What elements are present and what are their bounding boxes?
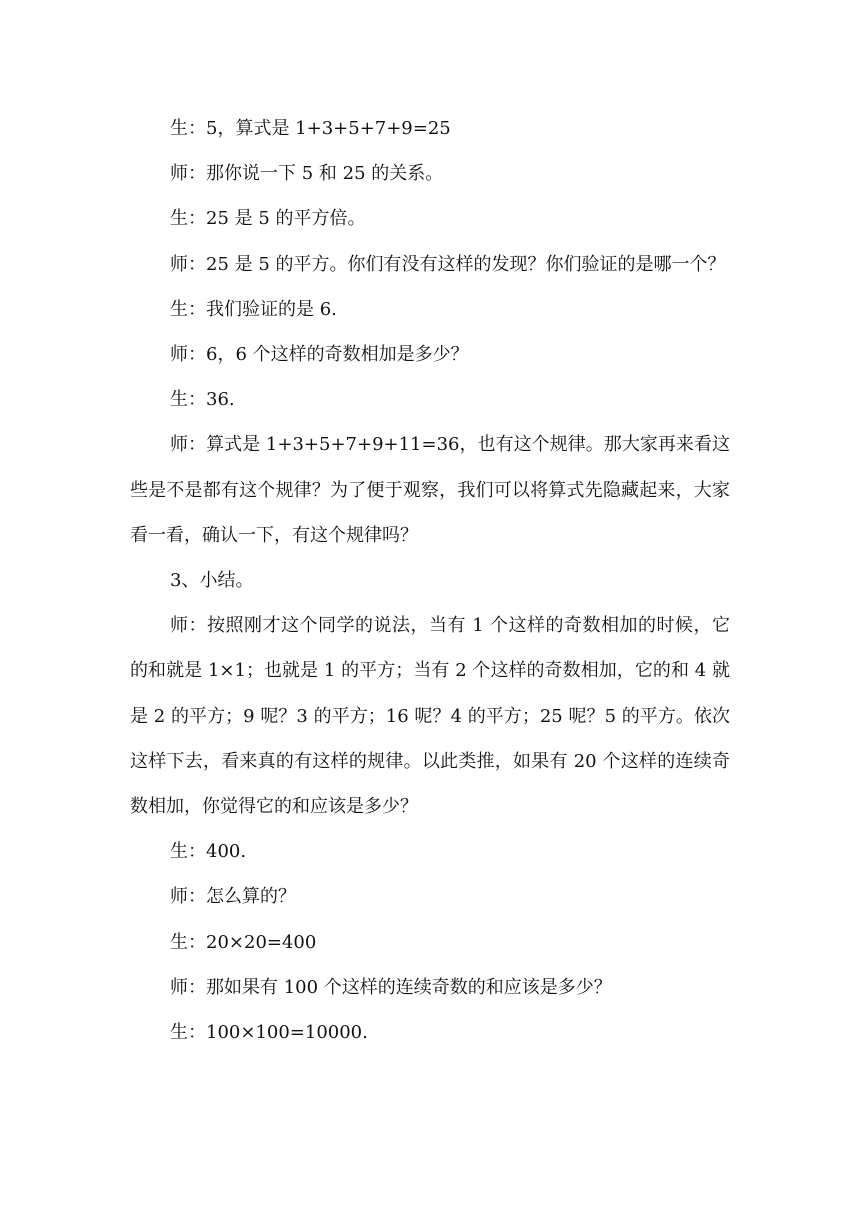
paragraph-student-answer-5: 生：5，算式是 1+3+5+7+9=25 bbox=[170, 118, 451, 139]
paragraph-teacher-100-question: 师：那如果有 100 个这样的连续奇数的和应该是多少？ bbox=[170, 976, 612, 998]
paragraph-student-36: 生：36. bbox=[170, 389, 235, 411]
section-heading-summary: 3、小结。 bbox=[170, 570, 254, 592]
paragraph-teacher-relation-question: 师：那你说一下 5 和 25 的关系。 bbox=[170, 163, 444, 185]
paragraph-teacher-square-discovery: 师：25 是 5 的平方。你们有没有这样的发现？你们验证的是哪一个？ bbox=[170, 253, 726, 275]
paragraph-student-20x20: 生：20×20=400 bbox=[170, 931, 317, 953]
paragraph-teacher-how-calculated: 师：怎么算的？ bbox=[170, 886, 296, 908]
paragraph-teacher-summary: 师：按照刚才这个同学的说法，当有 1 个这样的奇数相加的时候，它的和就是 1×1；也就是 1 的平方；当有 2 个这样的奇数相加，它的和 4 就是 2 的平方；9 呢？3 的平方；16 呢？4 的平方；25 呢？5 的平方。依次这样下去，看来真的有这样的规律。以此类推，如果有 20 个这样的连续奇数相加，你觉得它的和应该是多少？ bbox=[130, 615, 730, 818]
paragraph-student-400: 生：400. bbox=[170, 841, 247, 863]
paragraph-teacher-rule-check: 师：算式是 1+3+5+7+9+11=36，也有这个规律。那大家再来看这些是不是都有这个规律？为了便于观察，我们可以将算式先隐藏起来，大家看一看，确认一下，有这个规律吗？ bbox=[130, 434, 730, 546]
paragraph-student-verified-6: 生：我们验证的是 6. bbox=[170, 298, 337, 320]
document-body bbox=[130, 106, 730, 1055]
paragraph-student-square-times: 生：25 是 5 的平方倍。 bbox=[170, 208, 366, 230]
paragraph-student-100x100: 生：100×100=10000. bbox=[170, 1022, 368, 1044]
paragraph-teacher-six-odd-sum: 师：6，6 个这样的奇数相加是多少？ bbox=[170, 344, 469, 366]
